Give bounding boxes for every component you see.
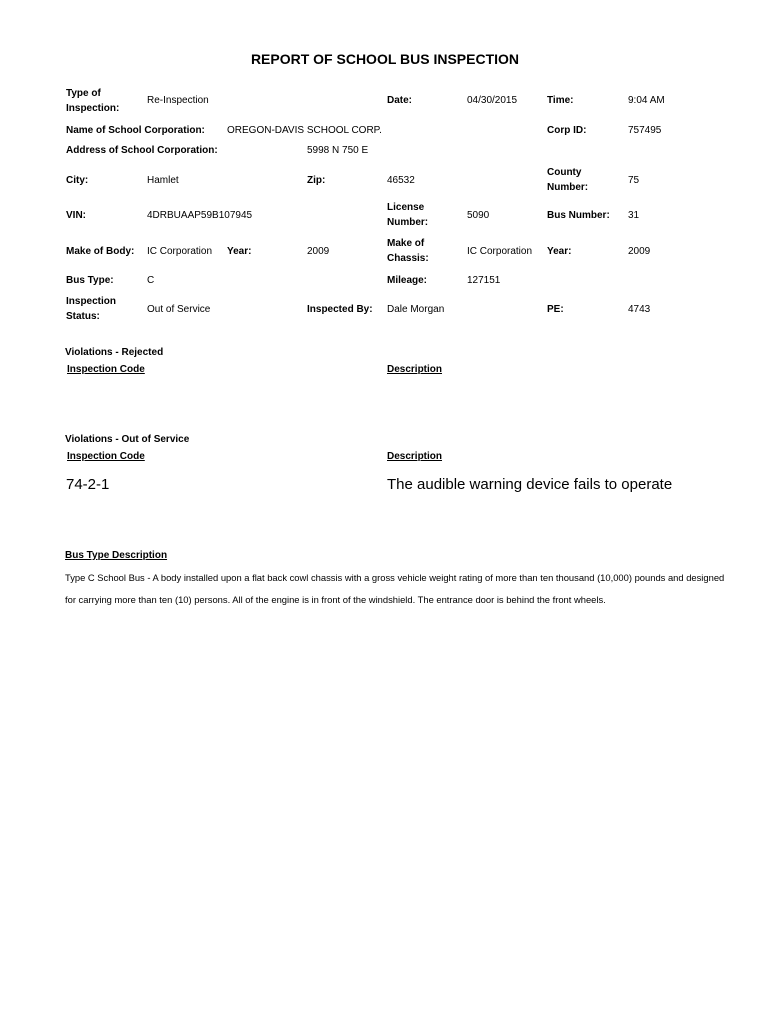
inspected-by-label: Inspected By: (307, 304, 373, 315)
inspected-by-value: Dale Morgan (387, 304, 445, 315)
zip-value: 46532 (387, 175, 415, 186)
bus-type-description-text: Type C School Bus - A body installed upon a flat back cowl chassis with a gross vehicle weight rating of more than ten thousand (10,000) pounds and designed for carrying more than ten (10) persons. All of the engine is in front of the windshield. The entrance door is behind the front wheels. (65, 572, 725, 605)
violation-code: 74-2-1 (66, 476, 110, 493)
mileage-label: Mileage: (387, 275, 428, 286)
county-number-value: 75 (628, 175, 640, 186)
make-of-body-value: IC Corporation (147, 246, 213, 257)
vin-label: VIN: (66, 210, 86, 221)
corp-id-label: Corp ID: (547, 125, 587, 136)
make-of-body-label: Make of Body: (66, 246, 135, 257)
school-corp-value: OREGON-DAVIS SCHOOL CORP. (227, 125, 382, 136)
city-label: City: (66, 175, 89, 186)
county-number-label: County Number: (547, 167, 589, 193)
corp-id-value: 757495 (628, 125, 662, 136)
time-value: 9:04 AM (628, 95, 665, 106)
rejected-description-header: Description (387, 364, 443, 375)
pe-value: 4743 (628, 304, 651, 315)
city-value: Hamlet (147, 175, 179, 186)
out-of-service-code-header: Inspection Code (67, 451, 145, 462)
inspection-status-value: Out of Service (147, 304, 211, 315)
bus-number-label: Bus Number: (547, 210, 610, 221)
license-number-value: 5090 (467, 210, 490, 221)
zip-label: Zip: (307, 175, 326, 186)
chassis-year-label: Year: (547, 246, 572, 257)
bus-number-value: 31 (628, 210, 640, 221)
violations-rejected-heading: Violations - Rejected (65, 347, 164, 358)
address-value: 5998 N 750 E (307, 145, 369, 156)
violations-out-of-service-heading: Violations - Out of Service (65, 434, 190, 445)
make-of-chassis-label: Make of Chassis: (387, 238, 429, 264)
type-of-inspection-label: Type of Inspection: (66, 88, 120, 114)
bus-type-value: C (147, 275, 155, 286)
bus-type-description-heading: Bus Type Description (65, 550, 168, 561)
school-corp-label: Name of School Corporation: (66, 125, 205, 136)
bus-type-label: Bus Type: (66, 275, 114, 286)
make-of-chassis-value: IC Corporation (467, 246, 533, 257)
body-year-value: 2009 (307, 246, 330, 257)
date-value: 04/30/2015 (467, 95, 518, 106)
address-label: Address of School Corporation: (66, 145, 218, 156)
chassis-year-value: 2009 (628, 246, 651, 257)
out-of-service-description-header: Description (387, 451, 443, 462)
time-label: Time: (547, 95, 574, 106)
violation-description: The audible warning device fails to operate (387, 476, 673, 493)
body-year-label: Year: (227, 246, 252, 257)
pe-label: PE: (547, 304, 564, 315)
page-title: REPORT OF SCHOOL BUS INSPECTION (250, 51, 520, 67)
rejected-code-header: Inspection Code (67, 364, 145, 375)
inspection-status-label: Inspection Status: (66, 296, 117, 322)
date-label: Date: (387, 95, 413, 106)
license-number-label: License Number: (387, 202, 429, 228)
mileage-value: 127151 (467, 275, 501, 286)
vin-value: 4DRBUAAP59B107945 (147, 210, 253, 221)
type-of-inspection-value: Re-Inspection (147, 95, 209, 106)
